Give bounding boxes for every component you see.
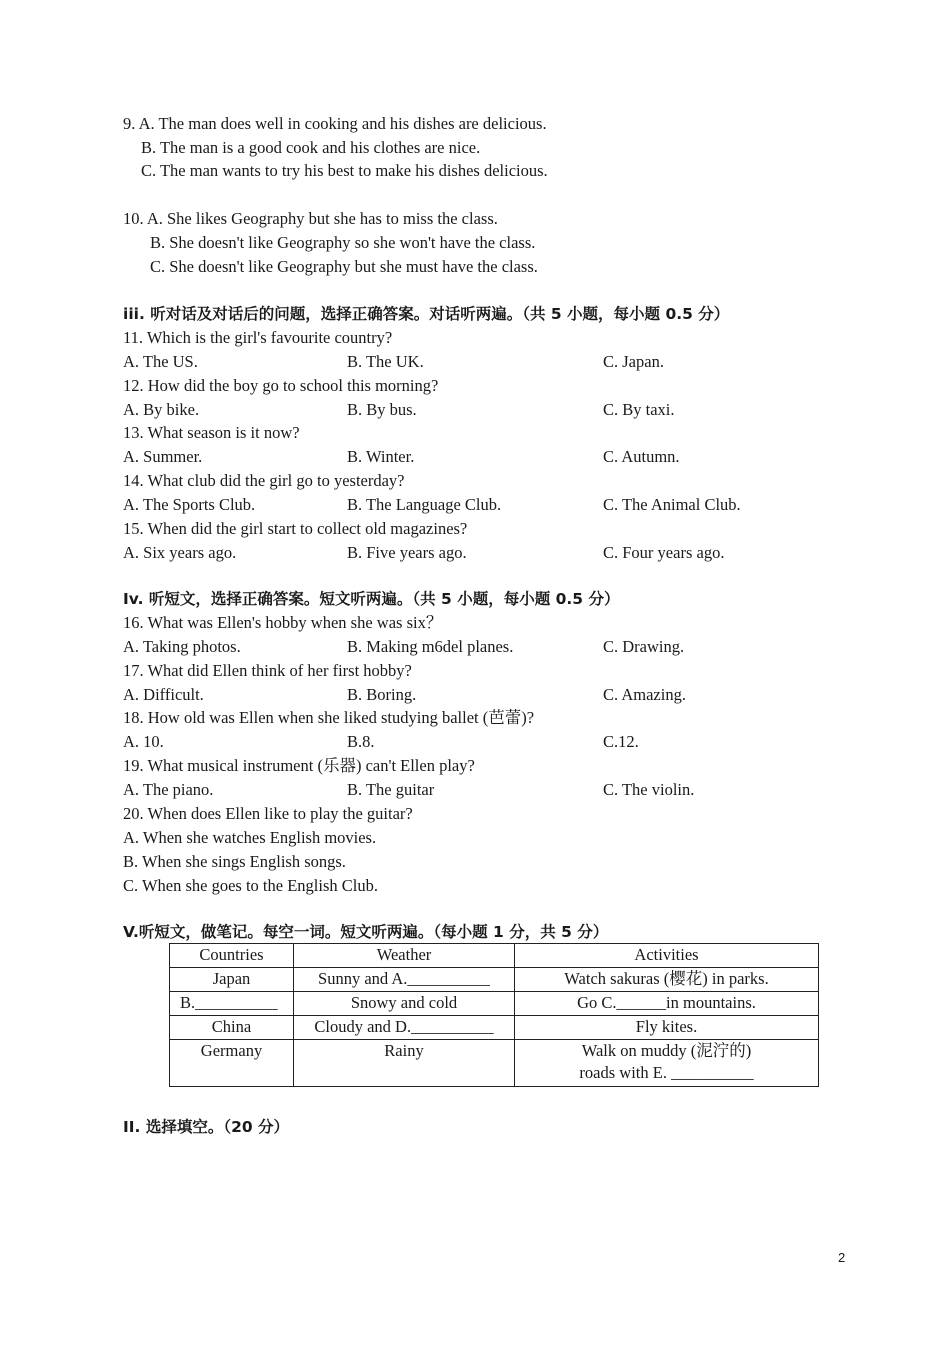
q13-options <box>123 447 823 467</box>
q18-options <box>123 732 823 752</box>
table-row <box>170 992 819 1016</box>
q10-option-a: 10. A. She likes Geography but she has to miss the class. <box>123 209 498 228</box>
header-weather: Weather <box>294 944 515 968</box>
notes-table <box>169 943 819 1087</box>
q13-question: 13. What season is it now? <box>123 423 300 442</box>
q20-option-a: A. When she watches English movies. <box>123 828 377 847</box>
q12-question: 12. How did the boy go to school this morning? <box>123 376 439 395</box>
q16-option-a: A. Taking photos. <box>123 637 241 656</box>
section-4-title-text: Iv. 听短文，选择正确答案。短文听两遍。（共 5 小题，每小题 0.5 分） <box>123 590 620 608</box>
q14-option-b: B. The Language Club. <box>347 495 502 514</box>
q13-option-a: A. Summer. <box>123 447 203 466</box>
q17-option-b: B. Boring. <box>347 685 417 704</box>
q18-option-b: B.8. <box>347 732 375 751</box>
cell-activity-blank-e <box>515 1040 819 1087</box>
q19-option-b: B. The guitar <box>347 780 435 799</box>
table-row <box>170 1040 819 1087</box>
q16-option-b: B. Making m6del planes. <box>347 637 514 656</box>
q17-option-a: A. Difficult. <box>123 685 204 704</box>
q18-option-c: C.12. <box>603 732 639 751</box>
q20-option-c: C. When she goes to the English Club. <box>123 876 378 895</box>
q18-question: 18. How old was Ellen when she liked studying ballet (芭蕾)? <box>123 708 535 727</box>
cell-weather: Rainy <box>294 1040 515 1087</box>
q15-option-c: C. Four years ago. <box>603 543 725 562</box>
q12-option-a: A. By bike. <box>123 400 200 419</box>
q15-options <box>123 543 823 563</box>
q19-option-a: A. The piano. <box>123 780 214 799</box>
q9-option-b: B. The man is a good cook and his clothes are nice. <box>141 138 481 157</box>
q11-option-a: A. The US. <box>123 352 198 371</box>
cell-activity-line-2: roads with E. __________ <box>579 1063 754 1082</box>
q15-option-a: A. Six years ago. <box>123 543 237 562</box>
q9-option-c: C. The man wants to try his best to make his dishes delicious. <box>141 161 548 180</box>
q12-options <box>123 400 823 420</box>
table-header-row <box>170 944 819 968</box>
cell-country: China <box>170 1016 294 1040</box>
q17-option-c: C. Amazing. <box>603 685 686 704</box>
q10-option-b: B. She doesn't like Geography so she won't have the class. <box>150 233 536 252</box>
q19-question: 19. What musical instrument (乐器) can't Ellen play? <box>123 756 475 775</box>
q10-option-c: C. She doesn't like Geography but she must have the class. <box>150 257 538 276</box>
cell-activity-line-1: Walk on muddy (泥泞的) <box>581 1041 752 1060</box>
cell-weather: Snowy and cold <box>294 992 515 1016</box>
q15-option-b: B. Five years ago. <box>347 543 467 562</box>
q16-options <box>123 637 823 657</box>
table-row <box>170 968 819 992</box>
cell-weather-blank-d: Cloudy and D.__________ <box>294 1016 515 1040</box>
cell-activity: Watch sakuras (樱花) in parks. <box>515 968 819 992</box>
q16-question: 16. What was Ellen's hobby when she was six？ <box>123 613 443 632</box>
q13-option-c: C. Autumn. <box>603 447 680 466</box>
q14-question: 14. What club did the girl go to yesterday? <box>123 471 405 490</box>
cell-country-blank-b: B.__________ <box>170 992 294 1016</box>
q17-options <box>123 685 823 705</box>
q13-option-b: B. Winter. <box>347 447 415 466</box>
section-5-title <box>123 922 608 942</box>
q11-options <box>123 352 823 372</box>
q12-option-b: B. By bus. <box>347 400 417 419</box>
part-2-title-text: II. 选择填空。（20 分） <box>123 1118 290 1136</box>
q15-question: 15. When did the girl start to collect old magazines? <box>123 519 468 538</box>
q19-options <box>123 780 823 800</box>
part-2-title <box>123 1117 289 1137</box>
q17-question: 17. What did Ellen think of her first hobby? <box>123 661 412 680</box>
section-5-title-text: V.听短文，做笔记。每空一词。短文听两遍。（每小题 1 分，共 5 分） <box>123 923 609 941</box>
q20-question: 20. When does Ellen like to play the guitar? <box>123 804 413 823</box>
cell-country: Japan <box>170 968 294 992</box>
cell-activity-blank-c: Go C.______in mountains. <box>515 992 819 1016</box>
q12-option-c: C. By taxi. <box>603 400 675 419</box>
q16-option-c: C. Drawing. <box>603 637 685 656</box>
page-number: 2 <box>838 1250 846 1265</box>
header-countries: Countries <box>170 944 294 968</box>
section-3-title <box>123 304 729 324</box>
cell-country: Germany <box>170 1040 294 1087</box>
q11-question: 11. Which is the girl's favourite country? <box>123 328 393 347</box>
table-row <box>170 1016 819 1040</box>
q14-option-c: C. The Animal Club. <box>603 495 741 514</box>
q11-option-c: C. Japan. <box>603 352 664 371</box>
q9-option-a: 9. A. The man does well in cooking and his dishes are delicious. <box>123 114 547 133</box>
q14-option-a: A. The Sports Club. <box>123 495 256 514</box>
q14-options <box>123 495 823 515</box>
cell-weather-blank-a: Sunny and A.__________ <box>294 968 515 992</box>
section-4-title <box>123 589 619 609</box>
q20-option-b: B. When she sings English songs. <box>123 852 346 871</box>
q11-option-b: B. The UK. <box>347 352 424 371</box>
header-activities: Activities <box>515 944 819 968</box>
cell-activity: Fly kites. <box>515 1016 819 1040</box>
q18-option-a: A. 10. <box>123 732 164 751</box>
q19-option-c: C. The violin. <box>603 780 695 799</box>
section-3-title-text: iii. 听对话及对话后的问题，选择正确答案。对话听两遍。（共 5 小题，每小题 0.5 分） <box>123 305 730 323</box>
